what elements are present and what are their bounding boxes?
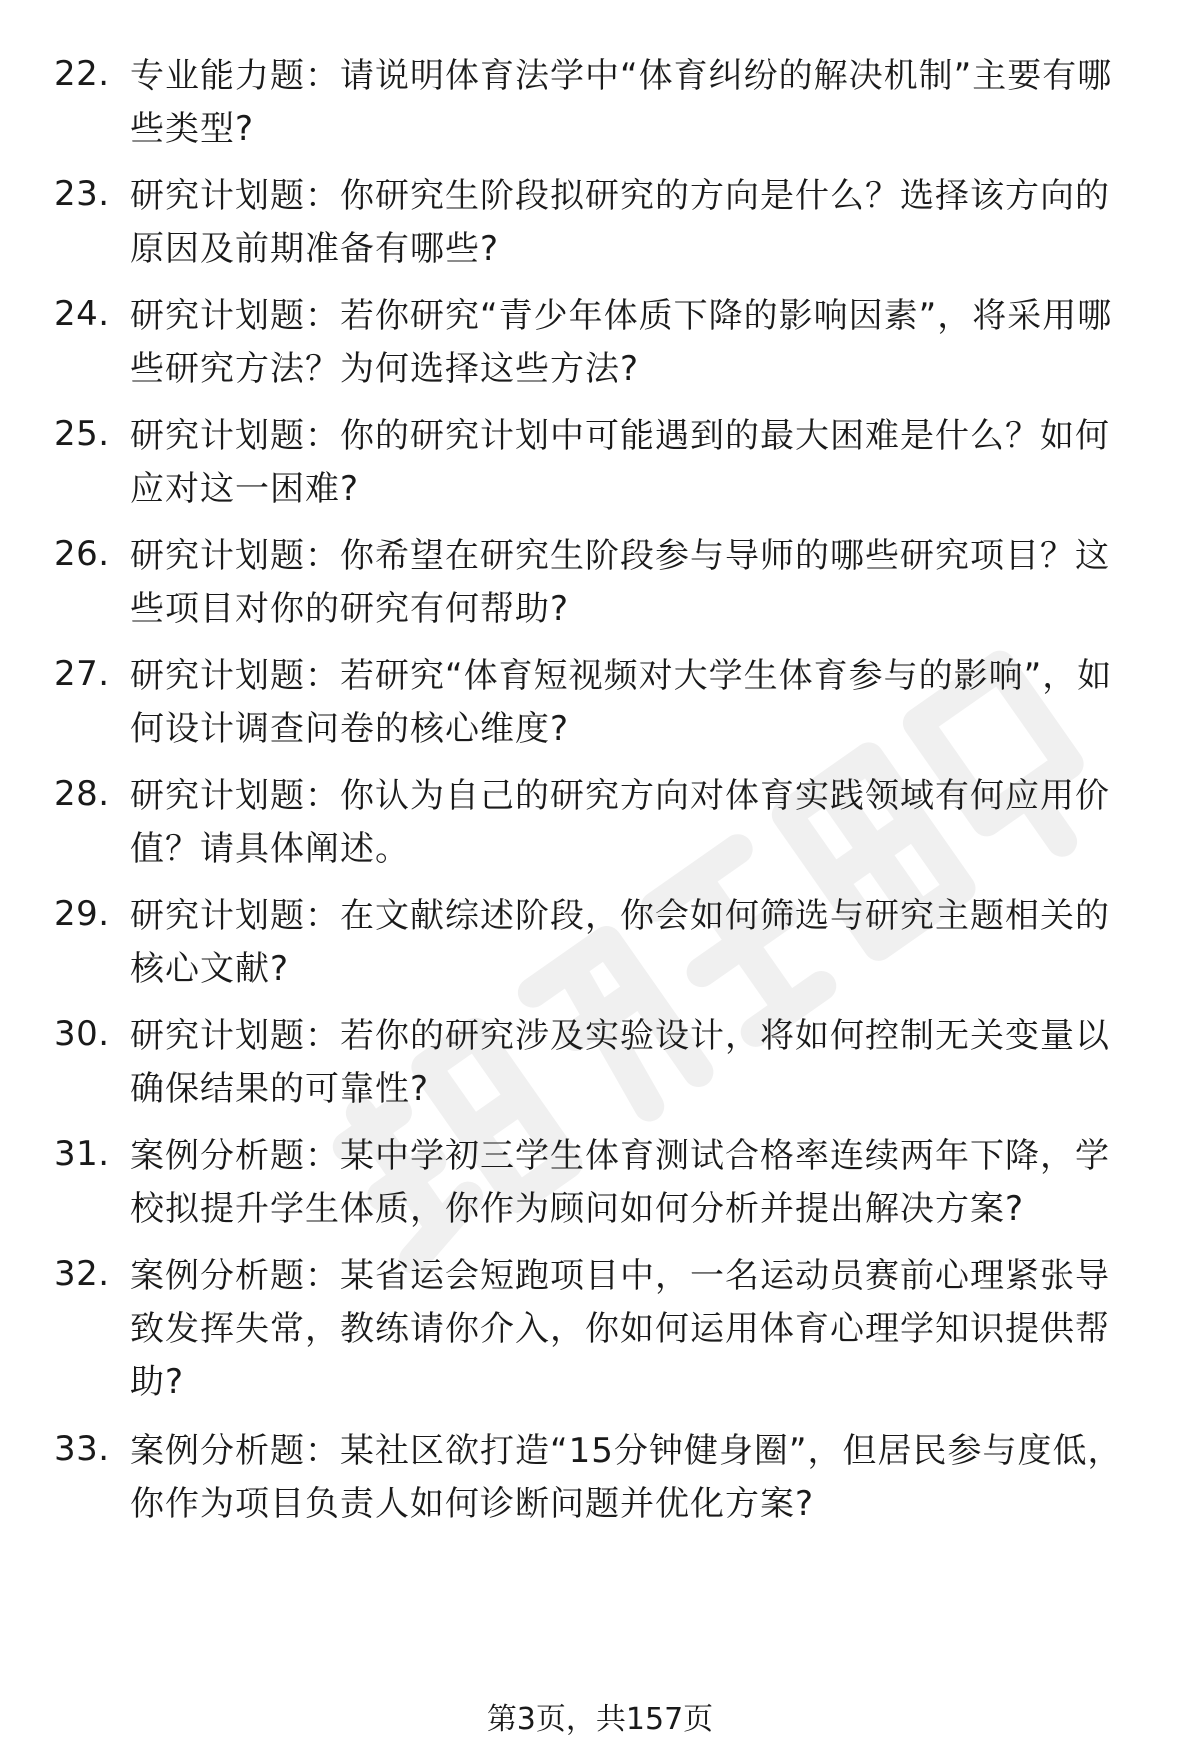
question-number: 26. [54, 534, 110, 574]
question-text: 案例分析题：某中学初三学生体育测试合格率连续两年下降，学校拟提升学生体质，你作为顾问如何分析并提出解决方案? [130, 1136, 1110, 1229]
question-number: 24. [54, 294, 110, 334]
question-text: 专业能力题：请说明体育法学中“体育纠纷的解决机制”主要有哪些类型? [130, 56, 1113, 149]
question-text: 案例分析题：某省运会短跑项目中，一名运动员赛前心理紧张导致发挥失常，教练请你介入，你如何运用体育心理学知识提供帮助? [130, 1256, 1110, 1402]
question-text: 研究计划题：若研究“体育短视频对大学生体育参与的影响”，如何设计调查问卷的核心维度? [130, 656, 1113, 749]
page-footer: 第3页，共157页 [486, 1702, 714, 1737]
question-number: 22. [54, 54, 110, 94]
question-number: 32. [54, 1254, 110, 1294]
question-text: 研究计划题：你认为自己的研究方向对体育实践领域有何应用价值？请具体阐述。 [130, 776, 1110, 869]
question-number: 27. [54, 654, 110, 694]
question-number: 30. [54, 1014, 110, 1054]
question-text: 研究计划题：你的研究计划中可能遇到的最大困难是什么？如何应对这一困难? [130, 416, 1110, 509]
question-number: 23. [54, 174, 110, 214]
question-number: 25. [54, 414, 110, 454]
question-number: 31. [54, 1134, 110, 1174]
question-text: 研究计划题：在文献综述阶段，你会如何筛选与研究主题相关的核心文献? [130, 896, 1110, 989]
question-text: 研究计划题：若你的研究涉及实验设计，将如何控制无关变量以确保结果的可靠性? [130, 1016, 1110, 1109]
question-text: 研究计划题：你希望在研究生阶段参与导师的哪些研究项目？这些项目对你的研究有何帮助? [130, 536, 1110, 629]
question-number: 28. [54, 774, 110, 814]
question-number: 33. [54, 1429, 110, 1469]
question-text: 案例分析题：某社区欲打造“15分钟健身圈”，但居民参与度低，你作为项目负责人如何诊断问题并优化方案? [130, 1431, 1123, 1524]
question-number: 29. [54, 894, 110, 934]
question-text: 研究计划题：若你研究“青少年体质下降的影响因素”，将采用哪些研究方法？为何选择这些方法? [130, 296, 1113, 389]
question-text: 研究计划题：你研究生阶段拟研究的方向是什么？选择该方向的原因及前期准备有哪些? [130, 176, 1110, 269]
